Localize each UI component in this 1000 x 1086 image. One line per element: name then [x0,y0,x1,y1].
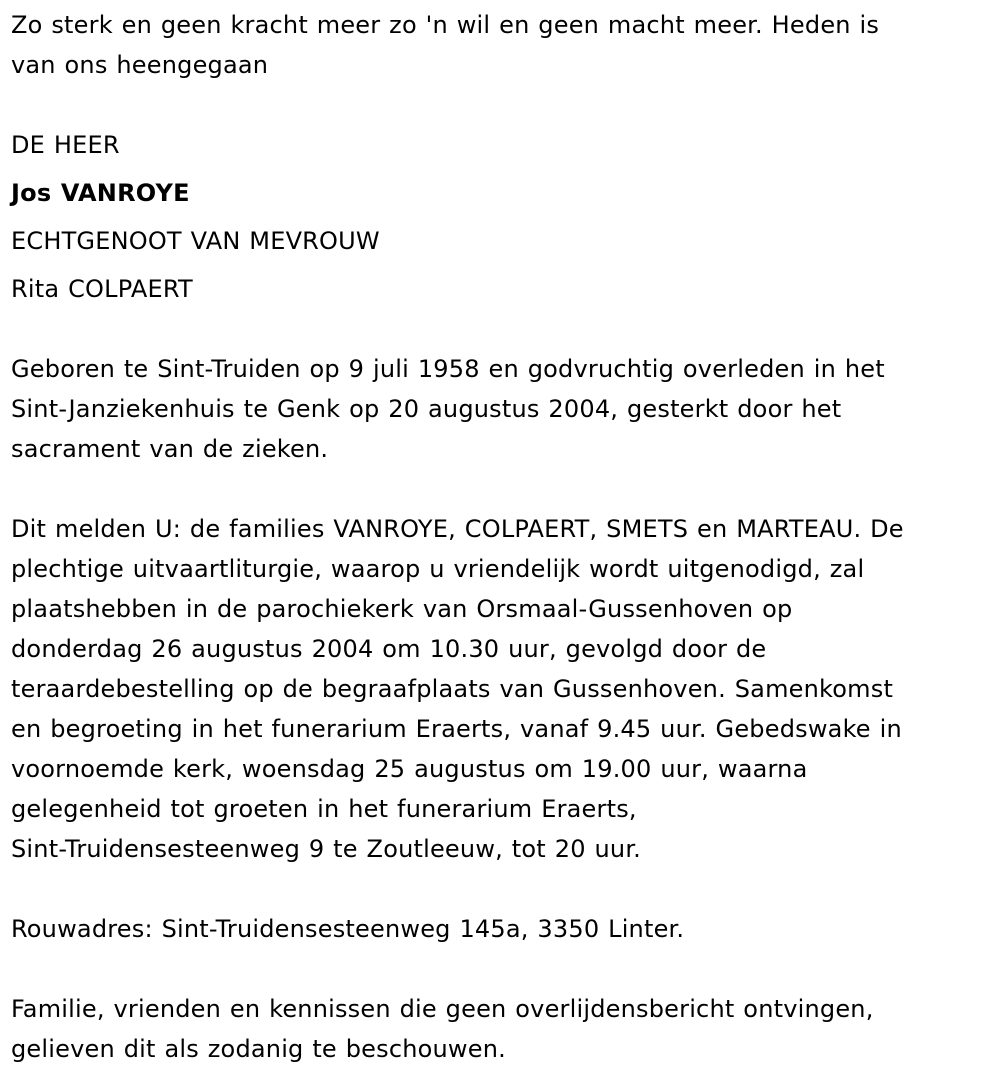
spacer [11,869,988,909]
funeral-line-2: plechtige uitvaartliturgie, waarop u vriendelijk wordt uitgenodigd, zal [11,555,865,583]
funeral-line-7: voornoemde kerk, woensdag 25 augustus om 19.00 uur, waarna [11,755,808,783]
birth-line-2: Sint-Janziekenhuis te Genk op 20 augustus 2004, gesterkt door het [11,395,842,423]
funeral-paragraph [11,509,988,869]
funeral-line-6: en begroeting in het funerarium Eraerts, vanaf 9.45 uur. Gebedswake in [11,715,902,743]
birth-line-1: Geboren te Sint-Truiden op 9 juli 1958 en godvruchtig overleden in het [11,355,885,383]
birth-line-3: sacrament van de zieken. [11,435,329,463]
spacer [11,469,988,509]
relation-label: ECHTGENOOT VAN MEVROUW [11,227,380,255]
honorific-title: DE HEER [11,131,120,159]
deceased-name: Jos VANROYE [11,179,190,207]
birth-paragraph [11,349,988,469]
mourning-address: Rouwadres: Sint-Truidensesteenweg 145a, 3350 Linter. [11,915,685,943]
intro-line-2: van ons heengegaan [11,51,269,79]
funeral-line-9: Sint-Truidensesteenweg 9 te Zoutleeuw, tot 20 uur. [11,835,642,863]
funeral-line-8: gelegenheid tot groeten in het funerarium Eraerts, [11,795,637,823]
closing-line-2: gelieven dit als zodanig te beschouwen. [11,1035,506,1063]
spacer [11,85,988,125]
funeral-line-3: plaatshebben in de parochiekerk van Orsmaal-Gussenhoven op [11,595,793,623]
funeral-line-4: donderdag 26 augustus 2004 om 10.30 uur, gevolgd door de [11,635,767,663]
funeral-line-1: Dit melden U: de families VANROYE, COLPAERT, SMETS en MARTEAU. De [11,515,904,543]
intro-paragraph [11,5,988,85]
closing-line-1: Familie, vrienden en kennissen die geen overlijdensbericht ontvingen, [11,995,874,1023]
intro-line-1: Zo sterk en geen kracht meer zo 'n wil en geen macht meer. Heden is [11,11,880,39]
spacer [11,949,988,989]
address-paragraph [11,909,988,949]
spacer [11,309,988,349]
funeral-line-5: teraardebestelling op de begraafplaats van Gussenhoven. Samenkomst [11,675,894,703]
spouse-name: Rita COLPAERT [11,275,193,303]
deceased-header [11,125,988,309]
closing-paragraph [11,989,988,1069]
